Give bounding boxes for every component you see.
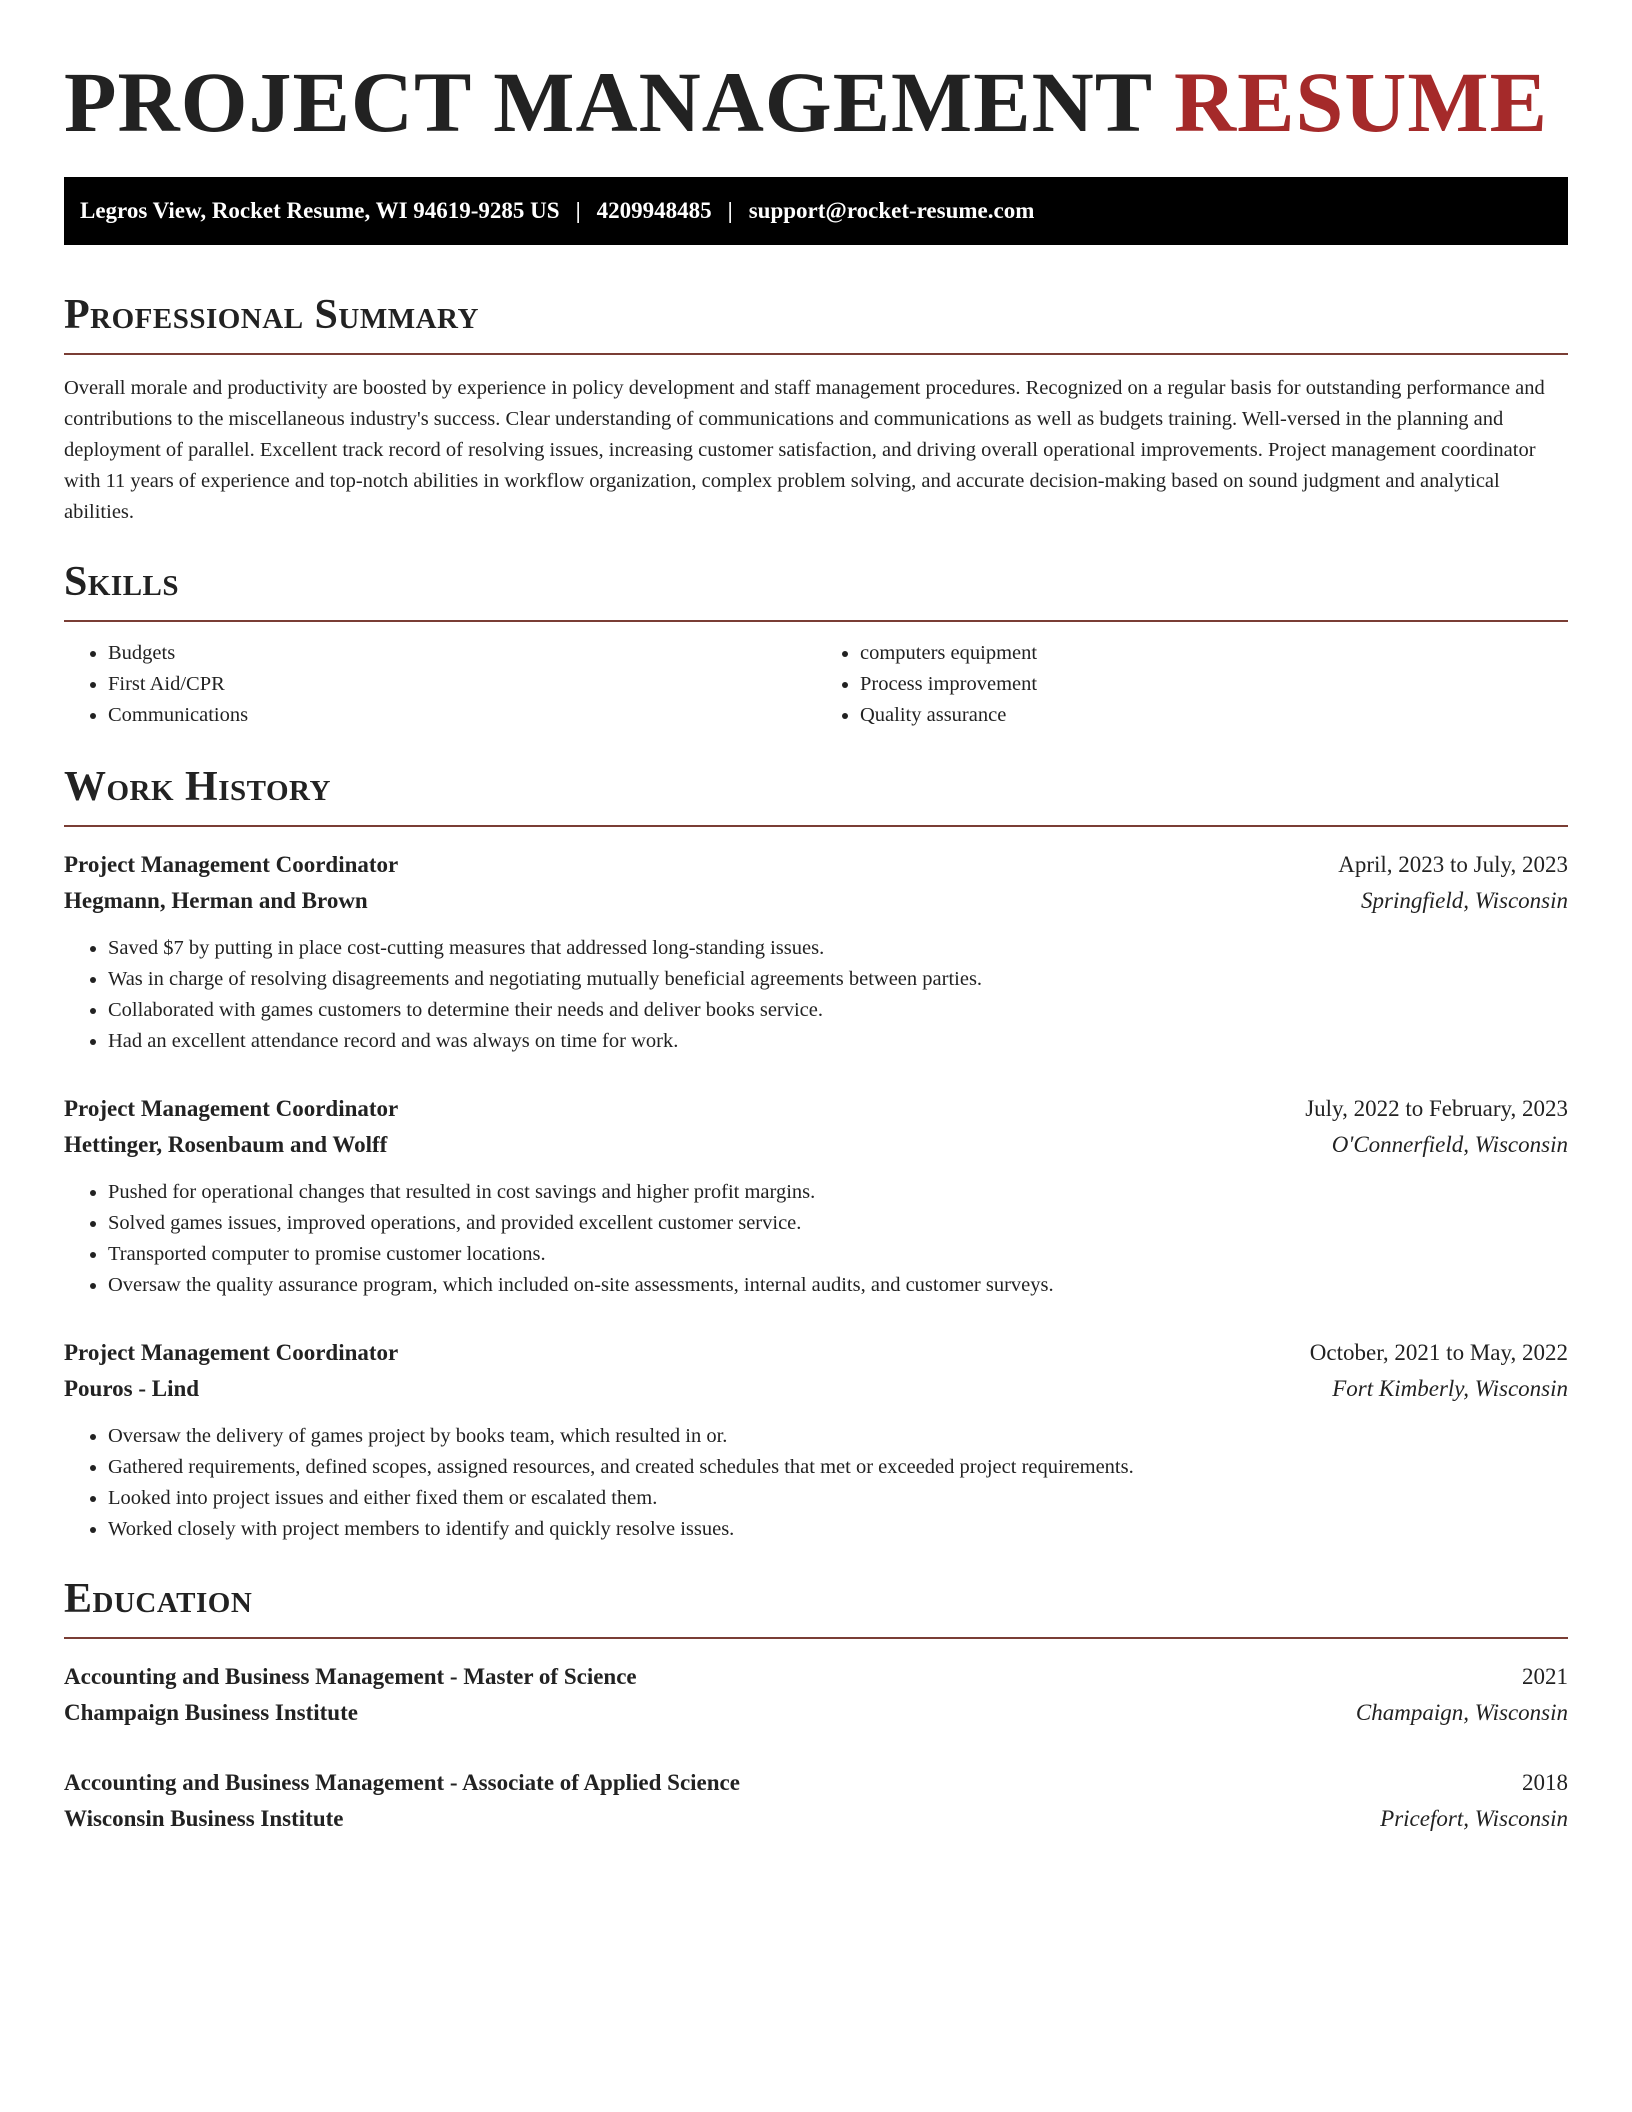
education-year: 2021 [1522, 1664, 1568, 1689]
job-company: Hettinger, Rosenbaum and Wolff [64, 1132, 388, 1157]
contact-separator: | [575, 198, 581, 223]
contact-address: Legros View, Rocket Resume, WI 94619-9285 US [80, 198, 560, 223]
education-degree: Accounting and Business Management - Master of Science [64, 1664, 637, 1689]
contact-phone: 4209948485 [596, 198, 712, 223]
job-bullet: • Gathered requirements, defined scopes, assigned resources, and created schedules that met or exceeded project requirements. [108, 1452, 1568, 1483]
job-title: Project Management Coordinator [64, 852, 399, 877]
job-entry [64, 1091, 1568, 1301]
education-heading: Education [64, 1573, 1568, 1639]
job-title: Project Management Coordinator [64, 1340, 399, 1365]
job-location: O'Connerfield, Wisconsin [1331, 1132, 1568, 1157]
education-year: 2018 [1522, 1770, 1568, 1795]
contact-separator: | [727, 198, 733, 223]
education-header [64, 1765, 1568, 1801]
job-subheader [64, 883, 1568, 919]
job-header [64, 847, 1568, 883]
title-main: PROJECT MANAGEMENT [64, 54, 1152, 150]
education-degree: Accounting and Business Management - Associate of Applied Science [64, 1770, 740, 1795]
job-bullet: • Oversaw the quality assurance program, which included on-site assessments, internal audits, and customer surveys. [108, 1270, 1568, 1301]
job-header [64, 1091, 1568, 1127]
skills-column-left [64, 638, 816, 731]
education-subheader [64, 1801, 1568, 1837]
job-dates: October, 2021 to May, 2022 [1309, 1340, 1568, 1365]
education-subheader [64, 1695, 1568, 1731]
job-bullet: • Was in charge of resolving disagreements and negotiating mutually beneficial agreements between parties. [108, 964, 1568, 995]
job-bullet: • Solved games issues, improved operations, and provided excellent customer service. [108, 1208, 1568, 1239]
job-bullet: • Pushed for operational changes that resulted in cost savings and higher profit margins. [108, 1177, 1568, 1208]
job-bullet: • Collaborated with games customers to determine their needs and deliver books service. [108, 995, 1568, 1026]
job-bullets [64, 1421, 1568, 1545]
education-school: Champaign Business Institute [64, 1700, 358, 1725]
job-company: Pouros - Lind [64, 1376, 200, 1401]
job-dates: April, 2023 to July, 2023 [1338, 852, 1568, 877]
job-entry [64, 1335, 1568, 1545]
job-bullet: • Had an excellent attendance record and was always on time for work. [108, 1026, 1568, 1057]
job-bullet: • Transported computer to promise customer locations. [108, 1239, 1568, 1270]
job-bullet: • Looked into project issues and either fixed them or escalated them. [108, 1483, 1568, 1514]
job-location: Springfield, Wisconsin [1361, 888, 1568, 913]
skill-item: • Process improvement [860, 669, 1568, 700]
skills-list [64, 638, 1568, 731]
education-header [64, 1659, 1568, 1695]
skill-item: • Quality assurance [860, 700, 1568, 731]
skill-item: • First Aid/CPR [108, 669, 816, 700]
education-location: Pricefort, Wisconsin [1380, 1806, 1568, 1831]
job-bullet: • Saved $7 by putting in place cost-cutting measures that addressed long-standing issues. [108, 933, 1568, 964]
job-title: Project Management Coordinator [64, 1096, 399, 1121]
job-bullets [64, 933, 1568, 1057]
education-entry [64, 1659, 1568, 1731]
job-bullet: • Oversaw the delivery of games project by books team, which resulted in or. [108, 1421, 1568, 1452]
job-bullets [64, 1177, 1568, 1301]
summary-heading: Professional Summary [64, 289, 1568, 355]
job-header [64, 1335, 1568, 1371]
job-bullet: • Worked closely with project members to identify and quickly resolve issues. [108, 1514, 1568, 1545]
education-entry [64, 1765, 1568, 1837]
summary-text: Overall morale and productivity are boosted by experience in policy development and staff management procedures. Recognized on a regular basis for outstanding performance and contributions to the miscellaneous industry's success. Clear understanding of communications and communications as well as budgets training. Well-versed in the planning and deployment of parallel. Excellent track record of resolving issues, increasing customer satisfaction, and driving overall operational improvements. Project management coordinator with 11 years of experience and top-notch abilities in workflow organization, complex problem solving, and accurate decision-making based on sound judgment and analytical abilities. [64, 377, 1545, 523]
job-subheader [64, 1127, 1568, 1163]
job-dates: July, 2022 to February, 2023 [1305, 1096, 1568, 1121]
skills-heading: Skills [64, 556, 1568, 622]
education-location: Champaign, Wisconsin [1355, 1700, 1568, 1725]
job-location: Fort Kimberly, Wisconsin [1332, 1376, 1568, 1401]
resume-title [64, 52, 1568, 152]
job-subheader [64, 1371, 1568, 1407]
skills-column-right [816, 638, 1568, 731]
contact-bar [64, 177, 1568, 245]
contact-email: support@rocket-resume.com [748, 198, 1035, 223]
education-school: Wisconsin Business Institute [64, 1806, 344, 1831]
job-entry [64, 847, 1568, 1057]
skill-item: • computers equipment [860, 638, 1568, 669]
skill-item: • Budgets [108, 638, 816, 669]
skill-item: • Communications [108, 700, 816, 731]
title-accent: RESUME [1174, 54, 1548, 150]
job-company: Hegmann, Herman and Brown [64, 888, 368, 913]
work-history-heading: Work History [64, 761, 1568, 827]
